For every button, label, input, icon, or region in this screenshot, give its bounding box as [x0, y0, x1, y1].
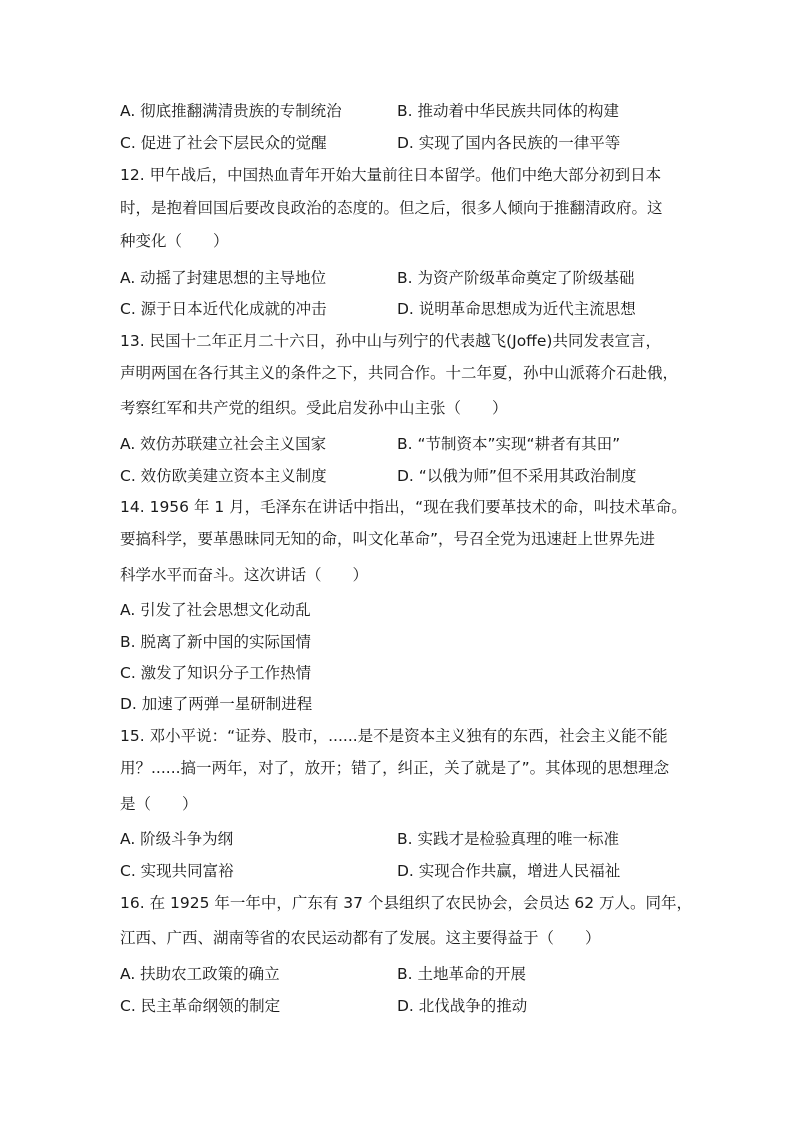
q11-option-c[interactable]: C. 促进了社会下层民众的觉醒 [120, 134, 327, 152]
q12-stem-line-3: 种变化（ ） [120, 232, 229, 250]
q12-option-c[interactable]: C. 源于日本近代化成就的冲击 [120, 300, 327, 318]
q11-option-a[interactable]: A. 彻底推翻满清贵族的专制统治 [120, 102, 342, 120]
q13-stem-line-1: 13. 民国十二年正月二十六日，孙中山与列宁的代表越飞(Joffe)共同发表宣言， [120, 332, 661, 350]
q15-option-b[interactable]: B. 实践才是检验真理的唯一标准 [397, 830, 619, 848]
q15-option-d[interactable]: D. 实现合作共赢，增进人民福祉 [397, 862, 621, 880]
q12-stem-line-1: 12. 甲午战后，中国热血青年开始大量前往日本留学。他们中绝大部分初到日本 [120, 166, 662, 184]
q15-stem-line-3: 是（ ） [120, 795, 198, 813]
q13-stem-line-3: 考察红军和共产党的组织。受此启发孙中山主张（ ） [120, 399, 508, 417]
q16-stem-line-1: 16. 在 1925 年一年中，广东有 37 个县组织了农民协会，会员达 62 万人。同年， [120, 894, 693, 912]
q13-stem-line-2: 声明两国在各行其主义的条件之下，共同合作。十二年夏，孙中山派蒋介石赴俄， [120, 364, 679, 382]
q13-option-d[interactable]: D. “以俄为师”但不采用其政治制度 [397, 467, 637, 485]
q11-option-d[interactable]: D. 实现了国内各民族的一律平等 [397, 134, 621, 152]
q14-option-a[interactable]: A. 引发了社会思想文化动乱 [120, 601, 311, 619]
q15-stem-line-1: 15. 邓小平说：“证券、股市，......是不是资本主义独有的东西，社会主义能不能 [120, 727, 668, 745]
q16-option-b[interactable]: B. 土地革命的开展 [397, 965, 526, 983]
q15-option-a[interactable]: A. 阶级斗争为纲 [120, 830, 234, 848]
q14-option-c[interactable]: C. 激发了知识分子工作热情 [120, 664, 312, 682]
q16-option-a[interactable]: A. 扶助农工政策的确立 [120, 965, 280, 983]
q12-option-d[interactable]: D. 说明革命思想成为近代主流思想 [397, 300, 636, 318]
q12-option-b[interactable]: B. 为资产阶级革命奠定了阶级基础 [397, 269, 635, 287]
q13-option-b[interactable]: B. “节制资本”实现“耕者有其田” [397, 435, 621, 453]
q11-option-b[interactable]: B. 推动着中华民族共同体的构建 [397, 102, 619, 120]
q12-option-a[interactable]: A. 动摇了封建思想的主导地位 [120, 269, 327, 287]
q14-stem-line-1: 14. 1956 年 1 月，毛泽东在讲话中指出，“现在我们要革技术的命，叫技术革命。 [120, 498, 687, 516]
q12-stem-line-2: 时，是抱着回国后要改良政治的态度的。但之后，很多人倾向于推翻清政府。这 [120, 199, 663, 217]
q16-option-c[interactable]: C. 民主革命纲领的制定 [120, 997, 281, 1015]
q13-option-c[interactable]: C. 效仿欧美建立资本主义制度 [120, 467, 327, 485]
q15-stem-line-2: 用？......搞一两年，对了，放开；错了，纠正，关了就是了”。其体现的思想理念 [120, 759, 670, 777]
q13-option-a[interactable]: A. 效仿苏联建立社会主义国家 [120, 435, 327, 453]
q15-option-c[interactable]: C. 实现共同富裕 [120, 862, 234, 880]
q14-stem-line-3: 科学水平而奋斗。这次讲话（ ） [120, 566, 369, 584]
q14-option-b[interactable]: B. 脱离了新中国的实际国情 [120, 633, 311, 651]
q16-stem-line-2: 江西、广西、湖南等省的农民运动都有了发展。这主要得益于（ ） [120, 929, 601, 947]
q14-stem-line-2: 要搞科学，要革愚昧同无知的命，叫文化革命”，号召全党为迅速赶上世界先进 [120, 530, 656, 548]
q16-option-d[interactable]: D. 北伐战争的推动 [397, 997, 528, 1015]
q14-option-d[interactable]: D. 加速了两弹一星研制进程 [120, 695, 313, 713]
